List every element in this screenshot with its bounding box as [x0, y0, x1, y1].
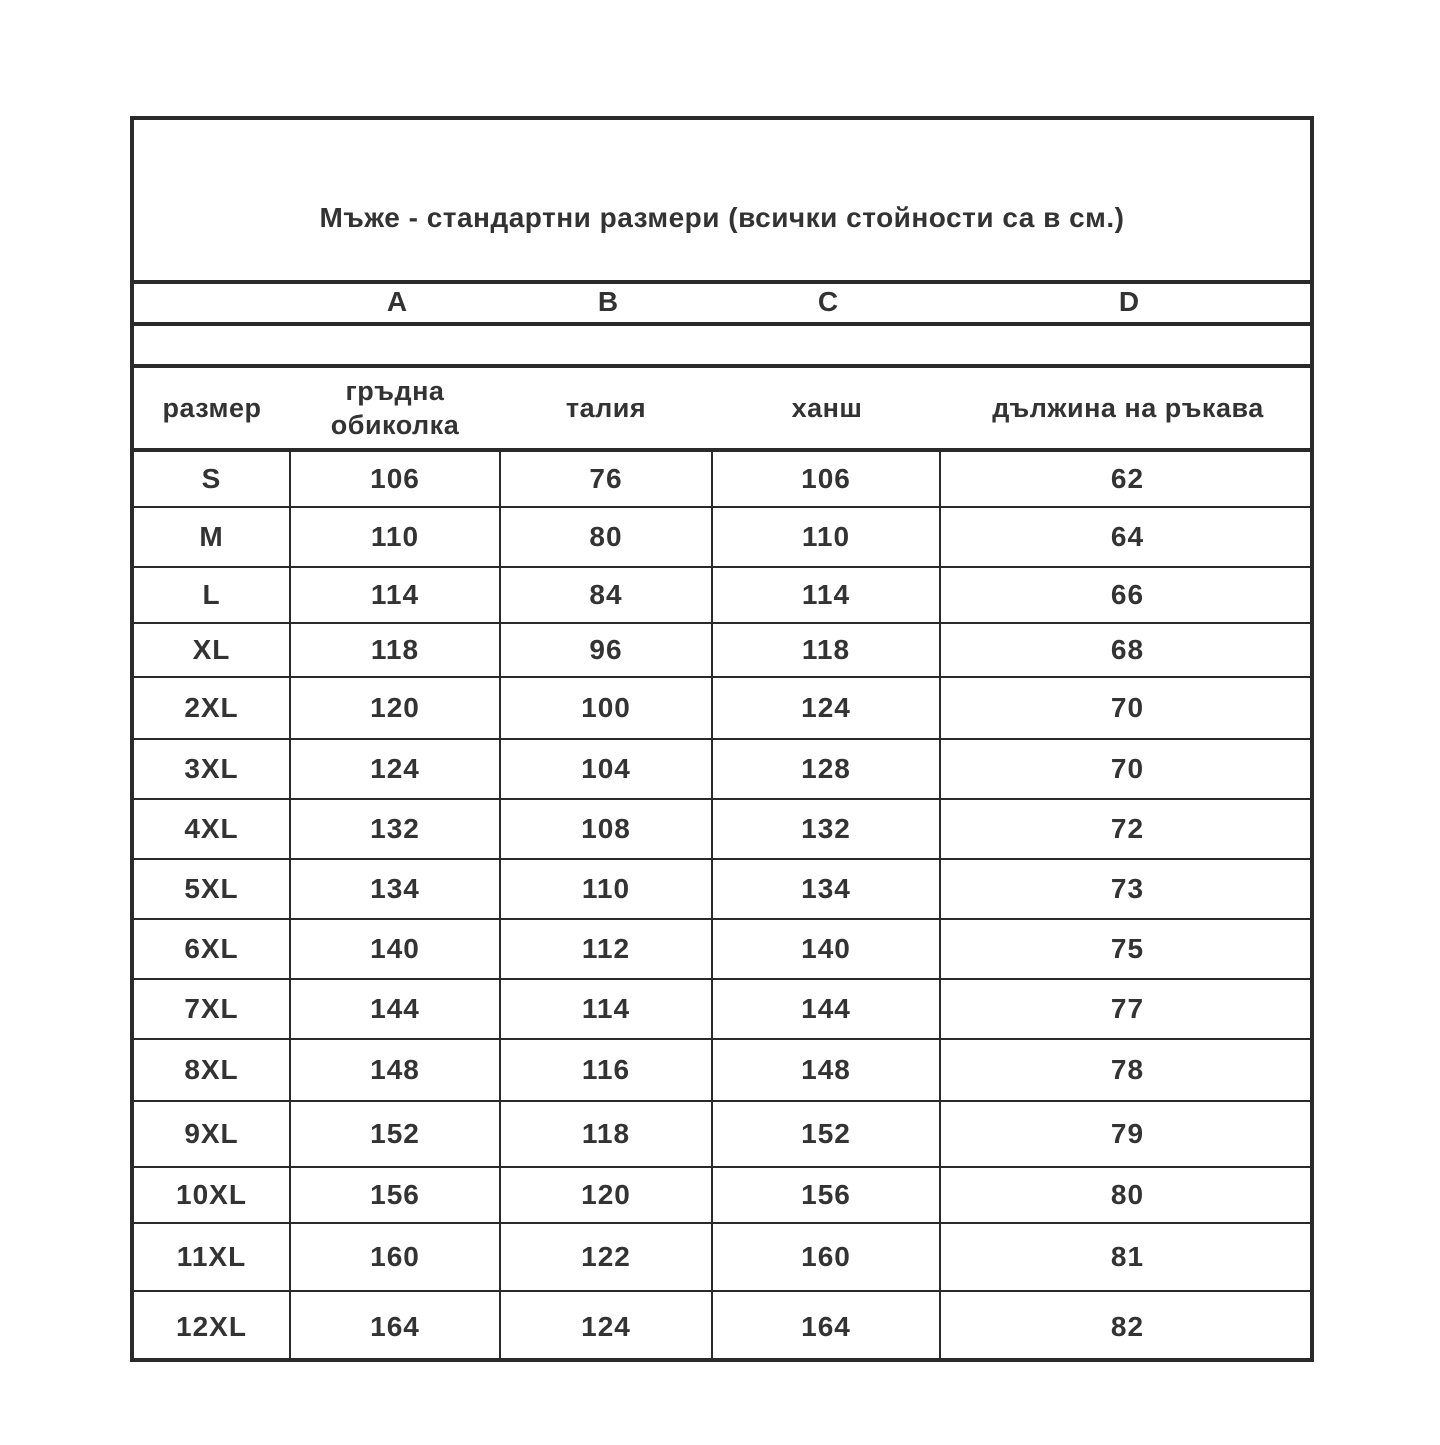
hips-value-cell: 160 [801, 1241, 851, 1272]
chest-value-cell: 106 [370, 463, 420, 494]
table-row [134, 508, 1310, 568]
waist-value-cell: 80 [589, 521, 623, 552]
table-row [134, 678, 1310, 740]
column-letter-c: C [817, 286, 839, 317]
waist-value-cell: 76 [589, 463, 623, 494]
chest-value-cell: 144 [370, 993, 420, 1024]
sleeve-value-cell: 72 [1110, 813, 1145, 844]
chest-value-cell: 118 [370, 634, 420, 665]
size-label-cell: 4XL [184, 813, 239, 844]
chest-value-cell: 114 [370, 579, 420, 610]
table-row [134, 1102, 1310, 1168]
chest-value-cell: 124 [370, 753, 420, 784]
table-row [134, 1292, 1310, 1362]
size-label-cell: 2XL [184, 692, 239, 723]
table-title: Мъже - стандартни размери (всички стойности са в см.) [319, 202, 1125, 233]
sleeve-value-cell: 82 [1110, 1311, 1145, 1342]
hips-value-cell: 118 [801, 634, 851, 665]
chest-value-cell: 132 [370, 813, 420, 844]
sleeve-value-cell: 81 [1110, 1241, 1145, 1272]
table-row [134, 624, 1310, 678]
header-chest: гръдна обиколка [330, 376, 460, 440]
sleeve-value-cell: 75 [1110, 933, 1145, 964]
table-row [134, 980, 1310, 1040]
waist-value-cell: 124 [581, 1311, 631, 1342]
header-waist: талия [565, 393, 647, 423]
chest-value-cell: 110 [370, 521, 420, 552]
hips-value-cell: 144 [801, 993, 851, 1024]
table-row [134, 1168, 1310, 1224]
table-row [134, 1040, 1310, 1102]
waist-value-cell: 122 [581, 1241, 631, 1272]
sleeve-value-cell: 80 [1110, 1179, 1145, 1210]
hips-value-cell: 132 [801, 813, 851, 844]
sleeve-value-cell: 62 [1110, 463, 1145, 494]
blank-spacer-row [134, 326, 1310, 368]
header-sleeve-length: дължина на ръкава [992, 393, 1264, 423]
size-label-cell: 3XL [184, 753, 239, 784]
sleeve-value-cell: 68 [1110, 634, 1145, 665]
size-label-cell: 10XL [176, 1179, 247, 1210]
table-row [134, 568, 1310, 624]
hips-value-cell: 128 [801, 753, 851, 784]
size-chart-table [130, 116, 1314, 1362]
table-row [134, 860, 1310, 920]
chest-value-cell: 148 [370, 1054, 420, 1085]
waist-value-cell: 96 [589, 634, 623, 665]
waist-value-cell: 110 [581, 873, 631, 904]
waist-value-cell: 116 [581, 1054, 631, 1085]
column-header-row [134, 368, 1310, 452]
sleeve-value-cell: 73 [1110, 873, 1145, 904]
hips-value-cell: 164 [801, 1311, 851, 1342]
waist-value-cell: 120 [581, 1179, 631, 1210]
sleeve-value-cell: 66 [1110, 579, 1145, 610]
hips-value-cell: 148 [801, 1054, 851, 1085]
sleeve-value-cell: 70 [1110, 753, 1145, 784]
table-row [134, 800, 1310, 860]
waist-value-cell: 104 [581, 753, 631, 784]
hips-value-cell: 124 [801, 692, 851, 723]
hips-value-cell: 156 [801, 1179, 851, 1210]
waist-value-cell: 84 [589, 579, 623, 610]
size-label-cell: L [202, 579, 221, 610]
column-letter-d: D [1118, 286, 1140, 317]
table-row [134, 920, 1310, 980]
table-row [134, 452, 1310, 508]
waist-value-cell: 112 [581, 933, 631, 964]
hips-value-cell: 152 [801, 1118, 851, 1149]
sleeve-value-cell: 78 [1110, 1054, 1145, 1085]
size-label-cell: M [199, 521, 224, 552]
waist-value-cell: 108 [581, 813, 631, 844]
waist-value-cell: 114 [581, 993, 631, 1024]
chest-value-cell: 140 [370, 933, 420, 964]
table-row [134, 1224, 1310, 1292]
size-label-cell: 12XL [176, 1311, 247, 1342]
size-label-cell: S [201, 463, 222, 494]
chest-value-cell: 164 [370, 1311, 420, 1342]
size-label-cell: 9XL [184, 1118, 239, 1149]
size-label-cell: 8XL [184, 1054, 239, 1085]
size-label-cell: XL [192, 634, 231, 665]
table-body [134, 452, 1310, 1362]
column-letters-row [134, 284, 1310, 326]
size-label-cell: 5XL [184, 873, 239, 904]
chest-value-cell: 160 [370, 1241, 420, 1272]
header-hips: ханш [791, 393, 863, 423]
chest-value-cell: 152 [370, 1118, 420, 1149]
waist-value-cell: 100 [581, 692, 631, 723]
size-label-cell: 6XL [184, 933, 239, 964]
table-row [134, 740, 1310, 800]
hips-value-cell: 114 [801, 579, 851, 610]
waist-value-cell: 118 [581, 1118, 631, 1149]
chest-value-cell: 156 [370, 1179, 420, 1210]
chest-value-cell: 120 [370, 692, 420, 723]
column-letter-a: A [386, 286, 408, 317]
size-label-cell: 7XL [184, 993, 239, 1024]
hips-value-cell: 110 [801, 521, 851, 552]
header-size: размер [162, 393, 262, 423]
sleeve-value-cell: 79 [1110, 1118, 1145, 1149]
hips-value-cell: 140 [801, 933, 851, 964]
size-label-cell: 11XL [176, 1241, 247, 1272]
column-letter-b: B [597, 286, 619, 317]
title-band [134, 120, 1310, 284]
hips-value-cell: 134 [801, 873, 851, 904]
chest-value-cell: 134 [370, 873, 420, 904]
hips-value-cell: 106 [801, 463, 851, 494]
sleeve-value-cell: 64 [1110, 521, 1145, 552]
sleeve-value-cell: 70 [1110, 692, 1145, 723]
sleeve-value-cell: 77 [1110, 993, 1145, 1024]
